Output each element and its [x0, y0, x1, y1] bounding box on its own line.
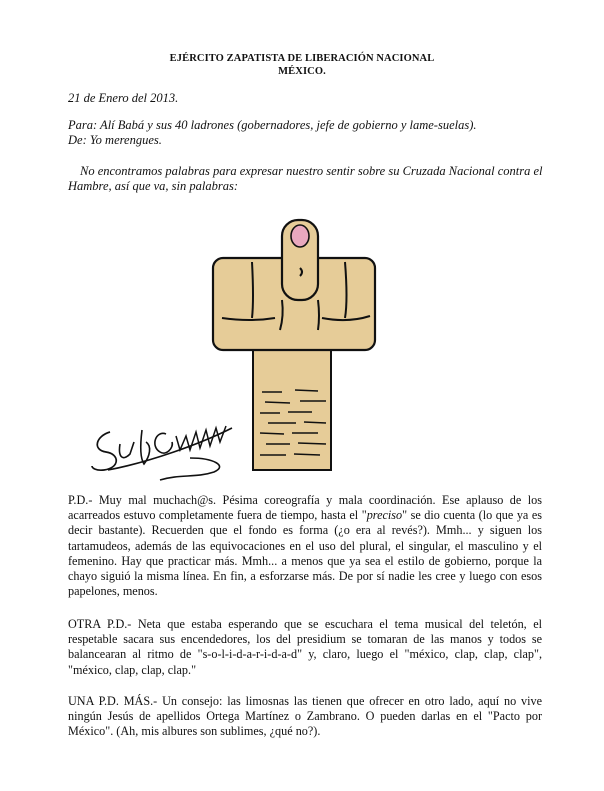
postscript-1 — [68, 493, 542, 599]
addressee-from: De: Yo merengues. — [68, 133, 162, 147]
postscript-1-part-2: " se dio cuenta (lo que ya es decir bastante). Recuerden que el fondo es forma (¿o era al revés?). Mmh... y siguen los tartamudeos, además de las equivocaciones en el uso del plural, el singular, el masculino y el femenino. Hay que practicar más. Mmh... a menos que ya sea el estilo de gobierno, porque la chayo siguió la misma línea. En fin, a esforzarse más. De por sí nadie les cree y luego con esos papelones, menos. — [68, 508, 542, 599]
header-country: MÉXICO. — [278, 66, 326, 77]
postscript-1-italic: preciso — [366, 508, 403, 523]
letter-date: 21 de Enero del 2013. — [68, 91, 179, 105]
postscript-2: OTRA P.D.- Neta que estaba esperando que se escuchara el tema musical del teletón, el respetable sacara sus encendedores, los del presidium se tomaran de las manos y todos se balancearan al ritmo de "s-o-l-i-d-a-r-i-d-a-d" y, claro, luego el "méxico, clap, clap, clap", "méxico, clap, clap, clap." — [68, 617, 542, 677]
header-organization: EJÉRCITO ZAPATISTA DE LIBERACIÓN NACIONAL — [169, 53, 435, 64]
postscript-1-part-1: P.D.- Muy mal muchach@s. Pésima coreografía y mala coordinación. Ese aplauso de los acarreados estuvo completamente fuera de tiempo, hasta el " — [68, 493, 542, 523]
signature-icon — [92, 426, 232, 480]
postscript-3: UNA P.D. MÁS.- Un consejo: las limosnas las tienen que ofrecer en otro lado, aquí no vive ningún Jesús de apellidos Ortega Martínez o Zambrano. O pueden darlas en el "Pacto por México". (Ah, mis albures son sublimes, ¿qué no?). — [68, 694, 542, 739]
addressee-to: Para: Alí Babá y sus 40 ladrones (gobernadores, jefe de gobierno y lame-suelas). — [68, 118, 477, 132]
hand-gesture-icon — [213, 220, 375, 470]
intro-paragraph: No encontramos palabras para expresar nuestro sentir sobre su Cruzada Nacional contra el Hambre, así que va, sin palabras: — [68, 164, 543, 193]
